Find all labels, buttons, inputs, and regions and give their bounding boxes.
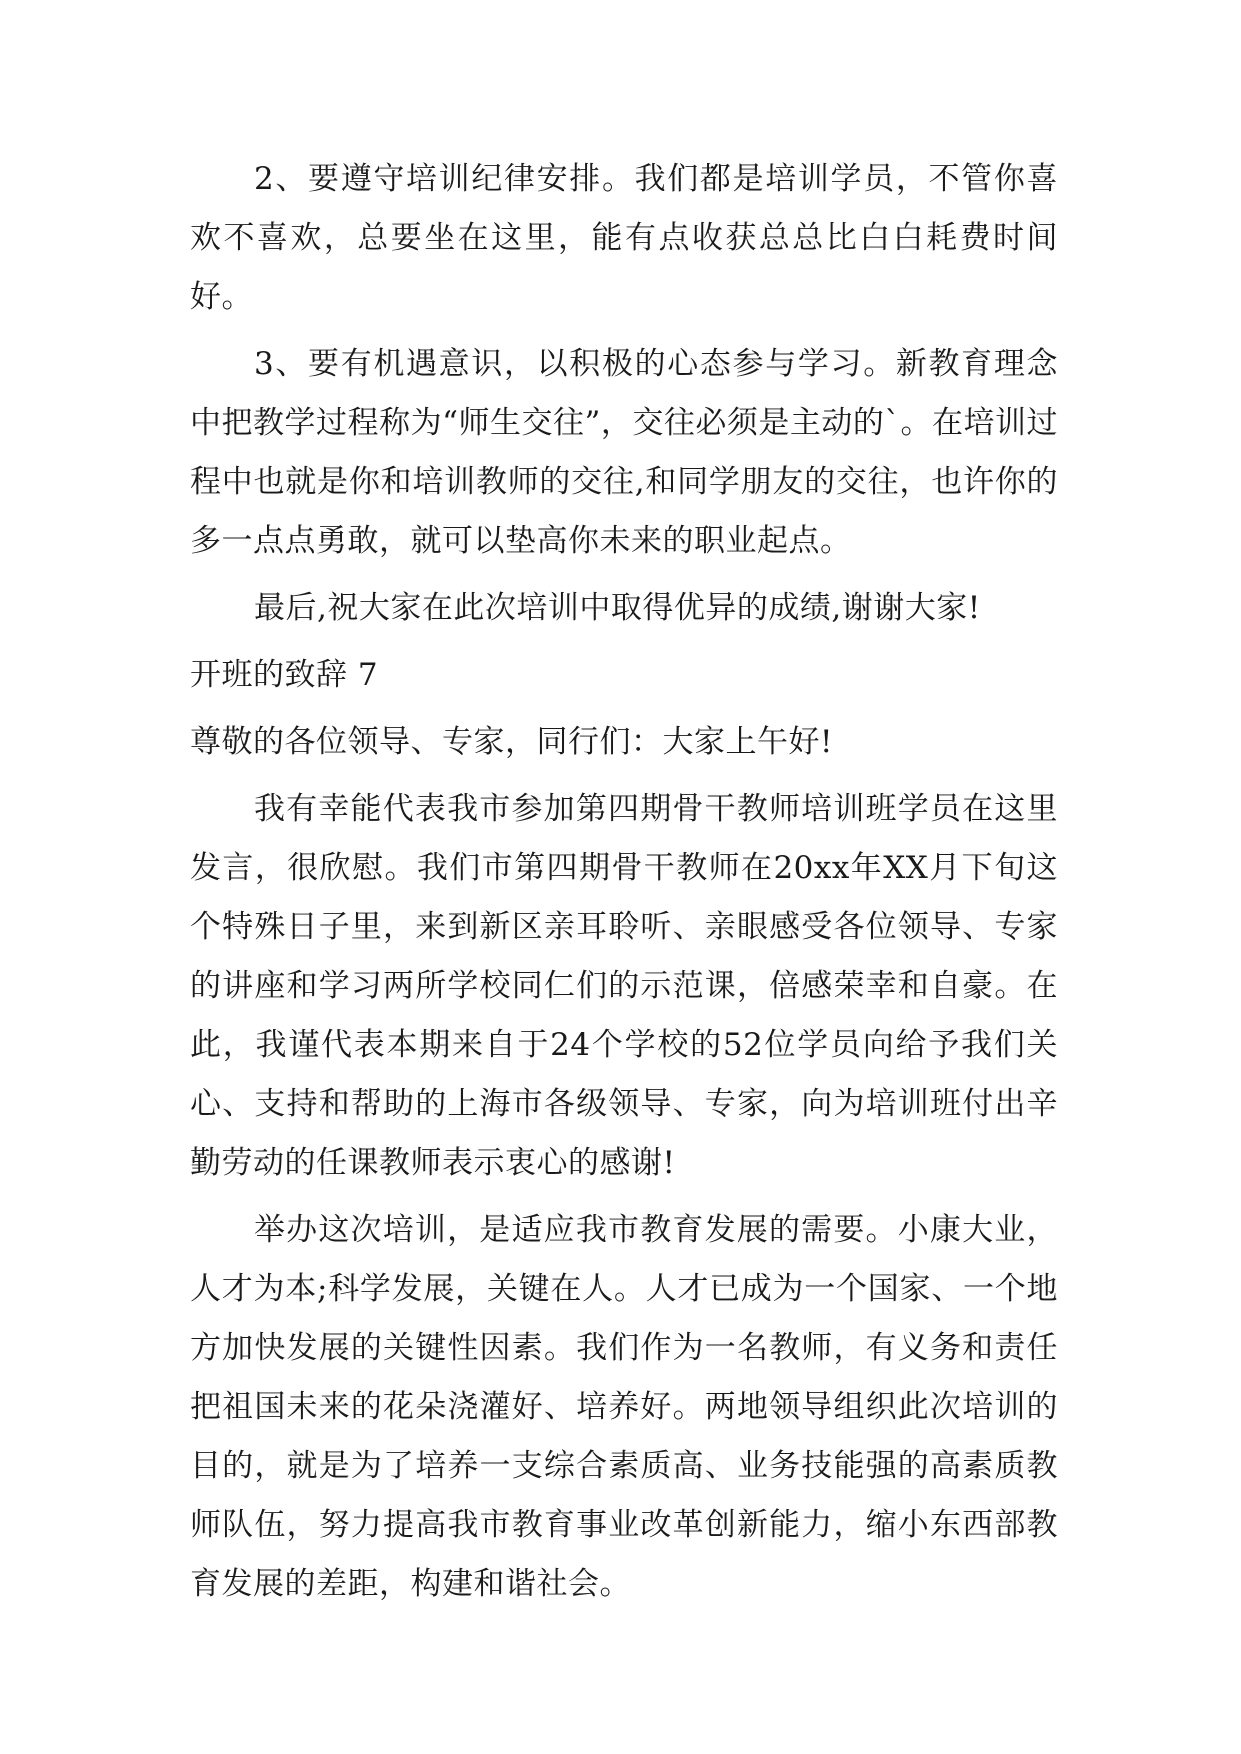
section-heading: 开班的致辞 7 (190, 657, 379, 693)
paragraph-opportunity: 3、要有机遇意识，以积极的心态参与学习。新教育理念中把教学过程称为“师生交往”，交往必须是主动的`。在培训过程中也就是你和培训教师的交往,和同学朋友的交往，也许你的多一点点勇敢，就可以垫高你未来的职业起点。 (190, 346, 1058, 559)
paragraph-purpose: 举办这次培训，是适应我市教育发展的需要。小康大业，人才为本;科学发展，关键在人。人才已成为一个国家、一个地方加快发展的关键性因素。我们作为一名教师，有义务和责任把祖国未来的花朵浇灌好、培养好。两地领导组织此次培训的目的，就是为了培养一支综合素质高、业务技能强的高素质教师队伍，努力提高我市教育事业改革创新能力，缩小东西部教育发展的差距，构建和谐社会。 (190, 1212, 1058, 1602)
salutation: 尊敬的各位领导、专家，同行们：大家上午好! (190, 724, 833, 760)
document-page (190, 150, 1058, 1622)
paragraph-discipline: 2、要遵守培训纪律安排。我们都是培训学员，不管你喜欢不喜欢，总要坐在这里，能有点收获总总比白白耗费时间好。 (190, 161, 1058, 315)
paragraph-representation: 我有幸能代表我市参加第四期骨干教师培训班学员在这里发言，很欣慰。我们市第四期骨干教师在20xx年XX月下旬这个特殊日子里，来到新区亲耳聆听、亲眼感受各位领导、专家的讲座和学习两所学校同仁们的示范课，倍感荣幸和自豪。在此，我谨代表本期来自于24个学校的52位学员向给予我们关心、支持和帮助的上海市各级领导、专家，向为培训班付出辛勤劳动的任课教师表示衷心的感谢! (190, 791, 1058, 1181)
paragraph-closing-wish: 最后,祝大家在此次培训中取得优异的成绩,谢谢大家! (254, 590, 981, 626)
